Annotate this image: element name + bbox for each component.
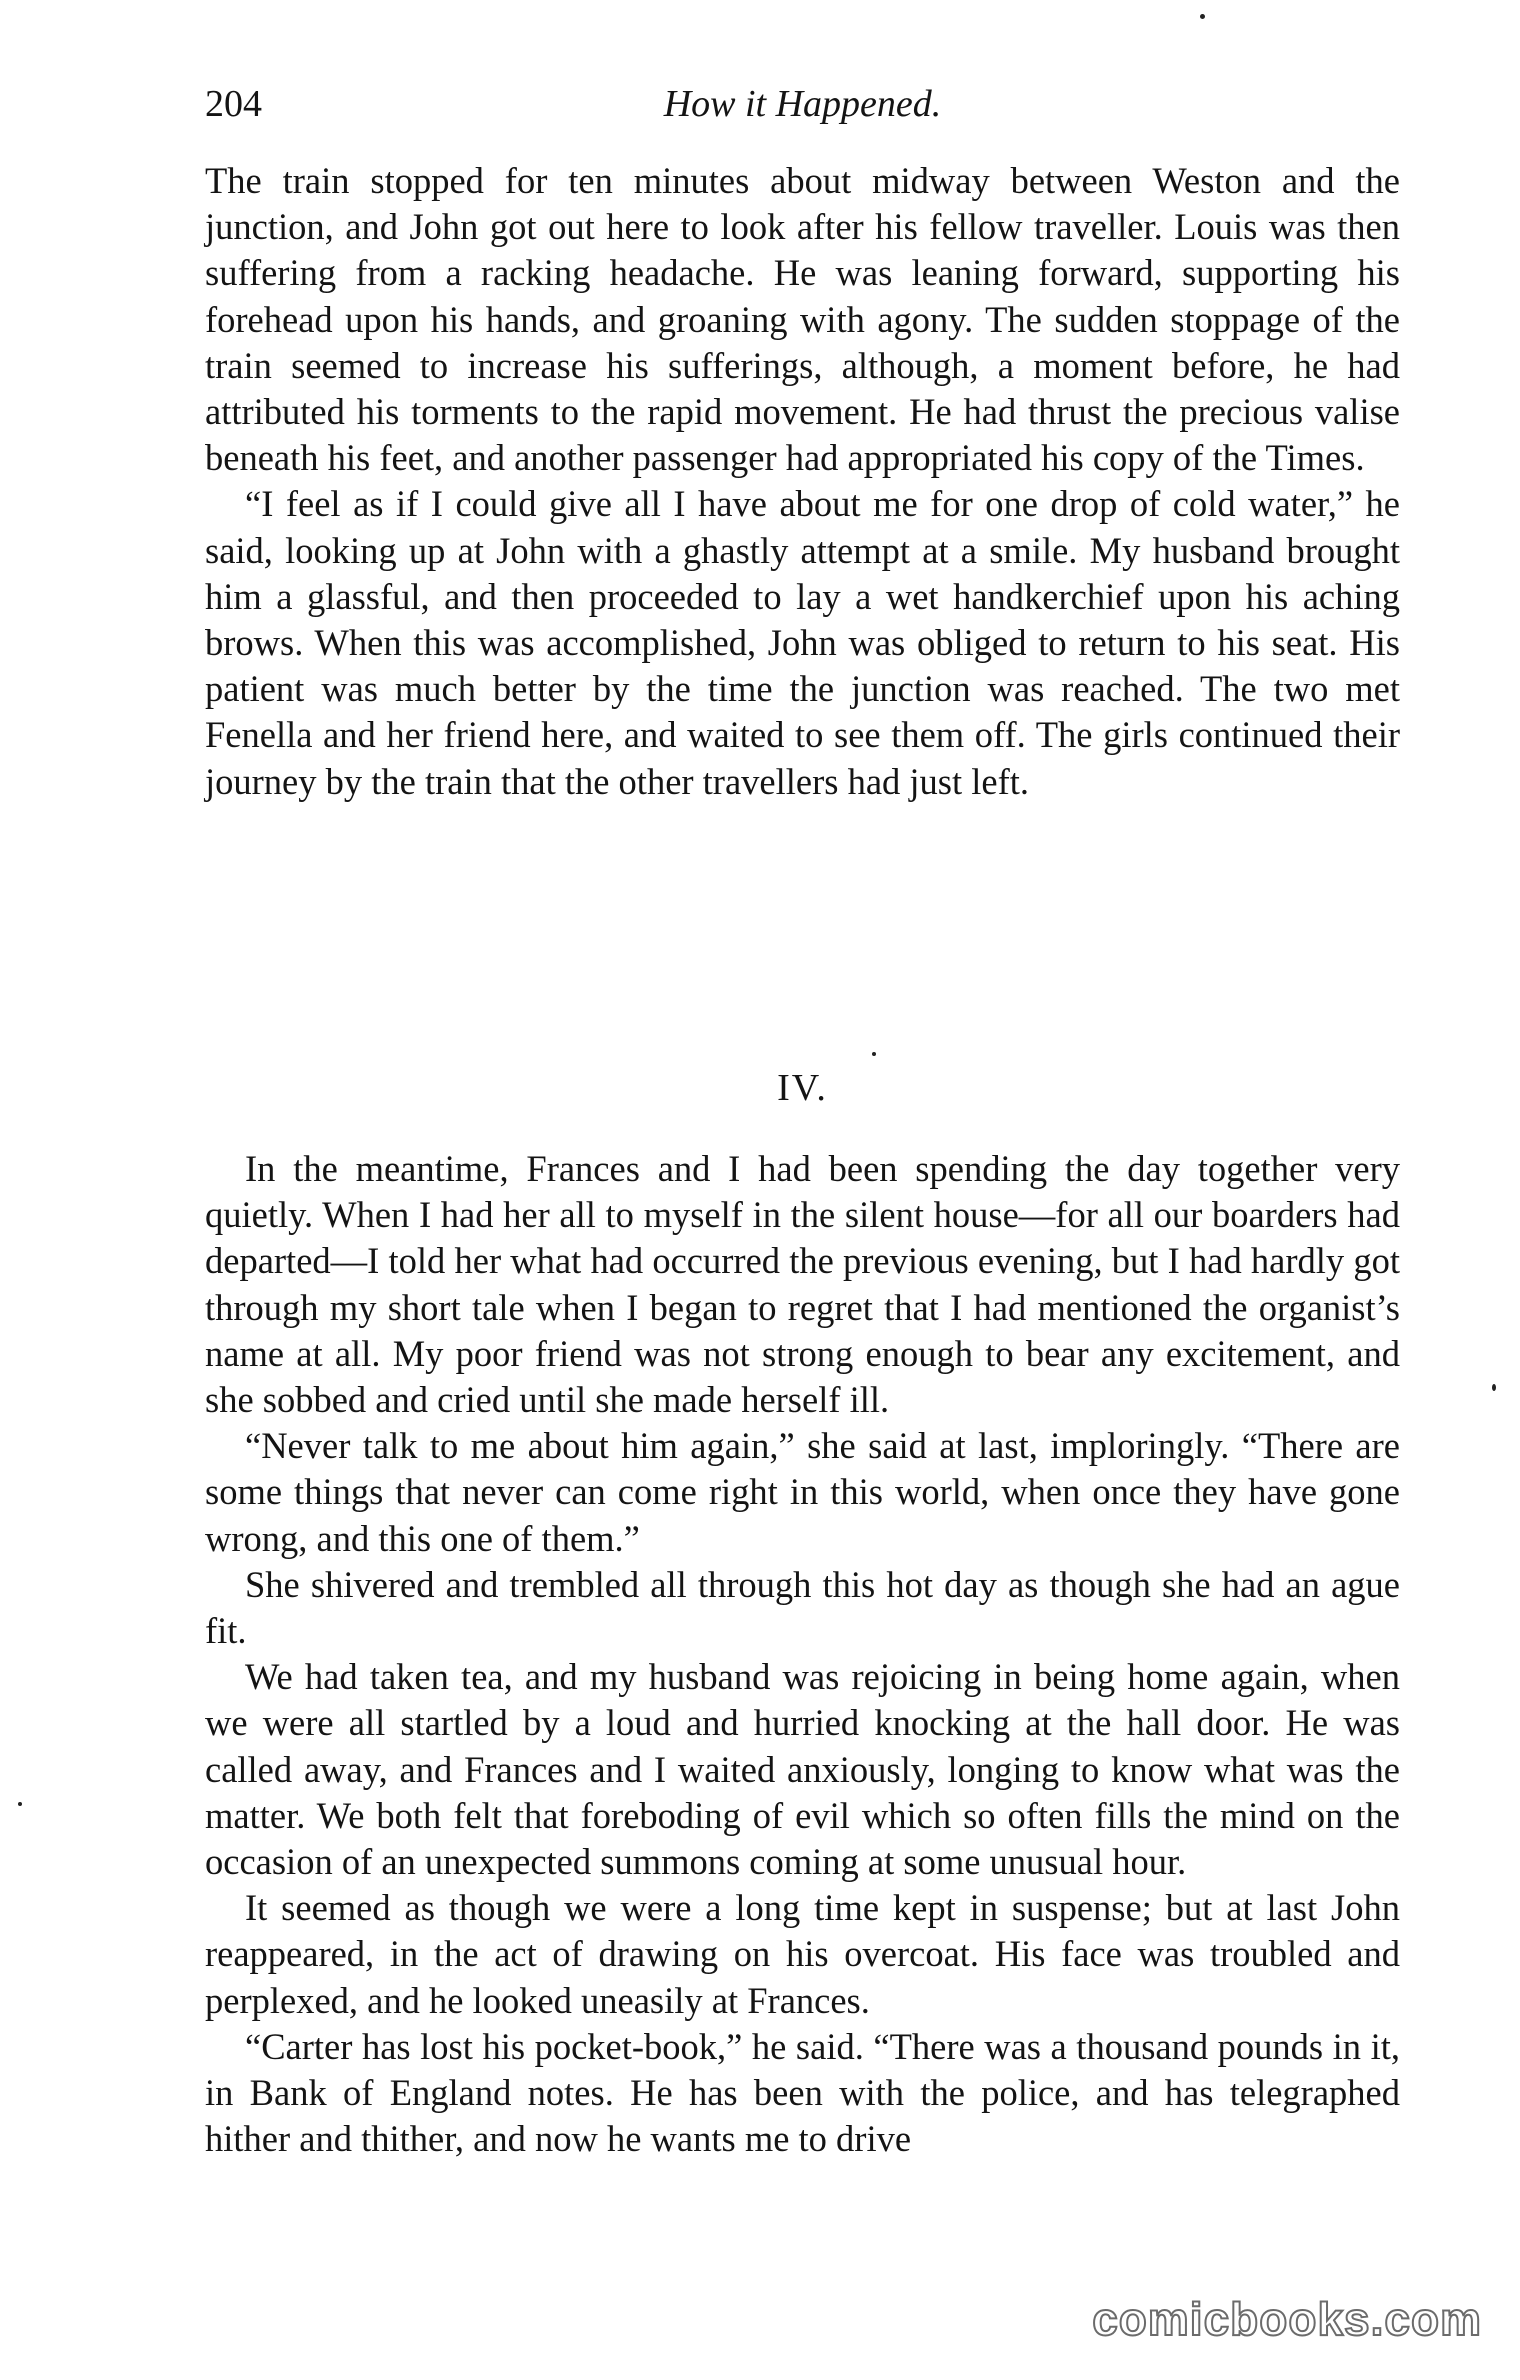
paragraph: We had taken tea, and my husband was rejoicing in being home again, when we were all startled by a loud and hurried knocking at the hall door. He was called away, and Frances and I waited anxiously, longing to know what was the matter. We both felt that foreboding of evil which so often fills the mind on the occasion of an unexpected summons coming at some unusual hour. xyxy=(205,1656,1400,1883)
paragraph: “Carter has lost his pocket-book,” he said. “There was a thousand pounds in it, in Bank of England notes. He has been with the police, and has telegraphed hither and thither, and now he wants me to drive xyxy=(205,2025,1400,2160)
page-header xyxy=(205,82,1400,142)
print-speck xyxy=(1492,1384,1496,1391)
print-speck xyxy=(1200,14,1205,19)
print-speck xyxy=(872,1052,876,1056)
paragraph: It seemed as though we were a long time kept in suspense; but at last John reappeared, in the act of drawing on his overcoat. His face was troubled and perplexed, and he looked uneasily at Frances. xyxy=(205,1887,1400,2021)
section-heading: IV. xyxy=(777,1067,828,1109)
section-two-text xyxy=(205,1146,1400,2162)
site-watermark: comicbooks.com xyxy=(1092,2293,1482,2345)
paragraph: “Never talk to me about him again,” she said at last, imploringly. “There are some things that never can come right in this world, when once they have gone wrong, and this one of them.” xyxy=(205,1425,1400,1559)
page-number: 204 xyxy=(205,83,262,125)
print-speck xyxy=(18,1802,22,1806)
paragraph: In the meantime, Frances and I had been spending the day together very quietly. When I had her all to myself in the silent house—for all our boarders had departed—I told her what had occurred the previous evening, but I had hardly got through my short tale when I began to regret that I had mentioned the organist’s name at all. My poor friend was not strong enough to bear any excitement, and she sobbed and cried until she made herself ill. xyxy=(205,1148,1400,1421)
section-one-text xyxy=(205,158,1400,805)
paragraph: She shivered and trembled all through this hot day as though she had an ague fit. xyxy=(205,1563,1400,1652)
running-title: How it Happened. xyxy=(663,83,942,125)
paragraph: “I feel as if I could give all I have about me for one drop of cold water,” he said, looking up at John with a ghastly attempt at a smile. My husband brought him a glassful, and then proceeded to lay a wet handkerchief upon his aching brows. When this was accomplished, John was obliged to return to his seat. His patient was much better by the time the junction was reached. The two met Fenella and her friend here, and waited to see them off. The girls continued their journey by the train that the other travellers had just left. xyxy=(205,483,1400,802)
paragraph: The train stopped for ten minutes about midway between Weston and the junction, and John got out here to look after his fellow traveller. Louis was then suffering from a racking headache. He was leaning forward, supporting his forehead upon his hands, and groaning with agony. The sudden stoppage of the train seemed to increase his sufferings, although, a moment before, he had attributed his torments to the rapid movement. He had thrust the precious valise beneath his feet, and another passenger had appropriated his copy of the Times. xyxy=(205,160,1400,479)
